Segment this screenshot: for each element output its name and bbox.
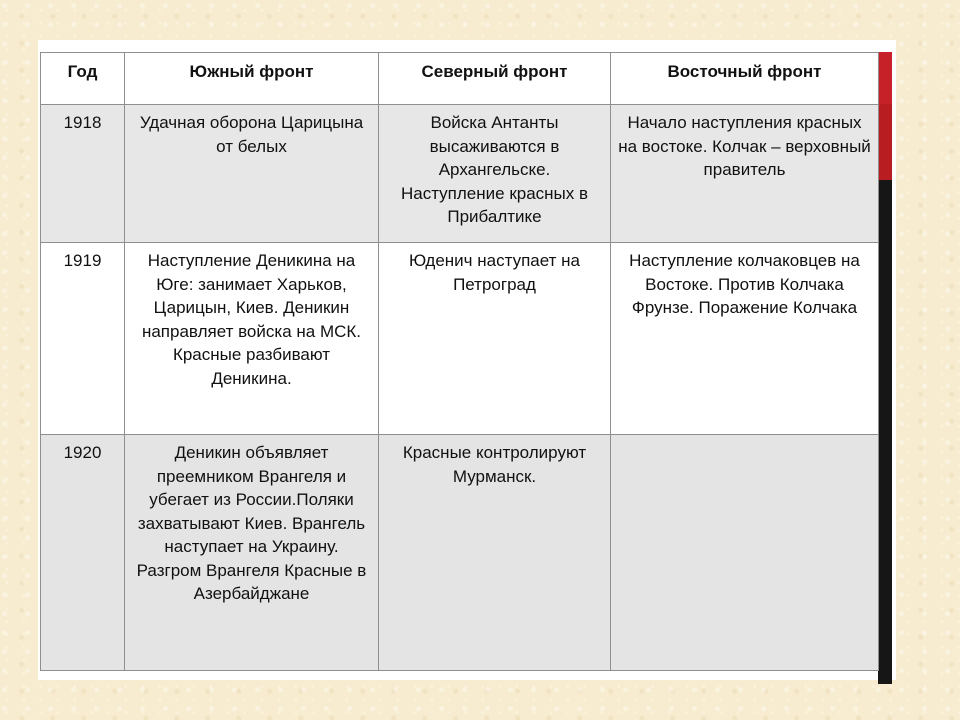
south-front-cell: Наступление Деникина на Юге: занимает Харьков, Царицын, Киев. Деникин направляет войска на МСК. Красные разбивают Деникина.	[125, 243, 379, 435]
accent-bar-red	[878, 52, 892, 104]
table-row	[41, 243, 879, 435]
north-front-cell: Войска Антанты высаживаются в Архангельске. Наступление красных в Прибалтике	[379, 105, 611, 243]
header-north-front: Северный фронт	[379, 53, 611, 105]
south-front-cell: Деникин объявляет преемником Врангеля и убегает из России.Поляки захватывают Киев. Врангель наступает на Украину. Разгром Врангеля Красные в Азербайджане	[125, 435, 379, 671]
north-front-cell: Юденич наступает на Петроград	[379, 243, 611, 435]
accent-bar-black	[878, 180, 892, 684]
east-front-cell: Начало наступления красных на востоке. Колчак – верховный правитель	[611, 105, 879, 243]
header-east-front: Восточный фронт	[611, 53, 879, 105]
header-year: Год	[41, 53, 125, 105]
civil-war-fronts-table	[40, 52, 879, 671]
table-row	[41, 435, 879, 671]
table-row	[41, 105, 879, 243]
year-cell: 1918	[41, 105, 125, 243]
accent-bar-red-lower	[878, 104, 892, 180]
year-cell: 1920	[41, 435, 125, 671]
south-front-cell: Удачная оборона Царицына от белых	[125, 105, 379, 243]
table-header-row	[41, 53, 879, 105]
year-cell: 1919	[41, 243, 125, 435]
east-front-cell: Наступление колчаковцев на Востоке. Против Колчака Фрунзе. Поражение Колчака	[611, 243, 879, 435]
east-front-cell	[611, 435, 879, 671]
north-front-cell: Красные контролируют Мурманск.	[379, 435, 611, 671]
header-south-front: Южный фронт	[125, 53, 379, 105]
